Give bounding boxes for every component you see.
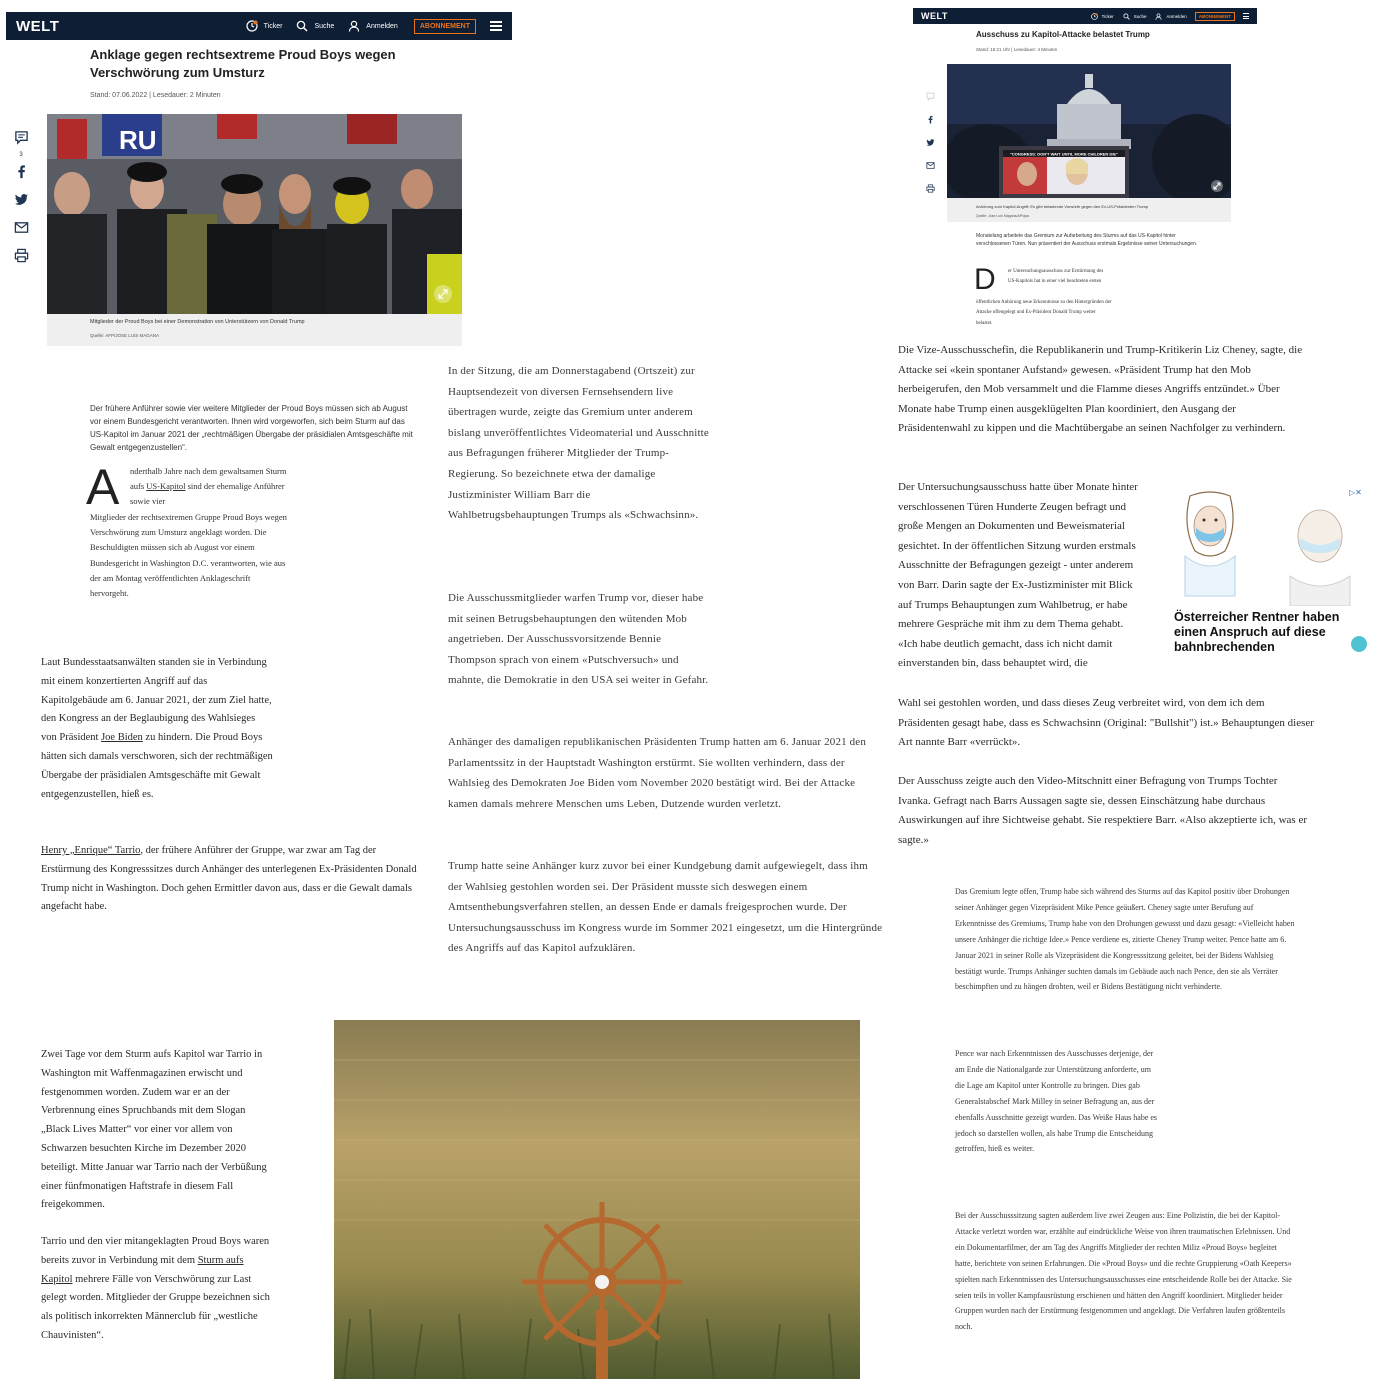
article-paragraph: In der Sitzung, die am Donnerstagabend (Ortszeit) zur Hauptsendezeit von diversen Fernsehsendern live übertragen wurde, zeigte das Gremium unter anderem bislang unveröffentlichtes Videomaterial und Ausschnitte aus Befragungen früherer Mitglieder der Trump-Regierung. So bezeichnete etwa der damalige Justizminister William Barr die Wahlbetrugsbehauptungen Trumps als «Schwachsinn».: [448, 365, 709, 522]
article-photo-capitol[interactable]: [947, 64, 1231, 222]
capitol-photo-illustration: [947, 64, 1231, 222]
article-paragraph: Zwei Tage vor dem Sturm aufs Kapitol war Tarrio in Washington mit Waffenmagazinen erwischt und festgenommen worden. Zudem war er an der Verbrennung eines Spruchbands mit dem Slogan „Black Lives Matter“ vor einer vor allem von Schwarzen besuchten Kirche im Dezember 2020 beteiligt. Mitte Januar war Tarrio nach der Verbüßung einer fünfmonatigen Haftstrafe in diesem Fall freigekommen.: [41, 1049, 267, 1211]
article-body-start: [130, 464, 288, 510]
login-link[interactable]: [1155, 13, 1186, 20]
search-link[interactable]: [296, 20, 334, 32]
article-lead: Der frühere Anführer sowie vier weitere Mitglieder der Proud Boys müssen sich ab August vor einem Bundesgericht verantworten. Ihnen wird vorgeworfen, sich beim Sturm auf das US-Kapitol im Januar 2021 der „rechtmäßigen Übergabe der präsidialen Amtsgeschäfte mit Gewalt entgegenzustellen“.: [90, 404, 413, 452]
twitter-share-button[interactable]: [14, 192, 29, 212]
body-text: sind der ehemalige Anführer sowie vier: [130, 481, 285, 507]
comment-icon: [926, 92, 935, 101]
welt-logo[interactable]: WELT: [921, 11, 948, 21]
body-text: zu hindern. Die Proud Boys hätten sich damals verschworen, sich der rechtmäßigen Übergabe der präsidialen Amtsgeschäfte mit Gewalt entgegenzustellen, hieß es.: [41, 732, 273, 800]
comment-count: 3: [19, 152, 23, 158]
body-text: Laut Bundesstaatsanwälten standen sie in Verbindung mit einem konzertierten Angriff auf das Kapitolgebäude am 6. Januar 2021, der zum Ziel hatte, den Kongress an der Beglaubigung des Wahlsieges von Präsident: [41, 657, 272, 744]
twitter-share-button[interactable]: [926, 134, 935, 152]
comment-button[interactable]: [926, 88, 935, 106]
login-label: Anmelden: [1166, 13, 1187, 19]
print-icon: [14, 248, 29, 263]
ticker-icon: [246, 20, 258, 32]
article-title: Anklage gegen rechtsextreme Proud Boys wegen Verschwörung zum Umsturz: [90, 47, 396, 80]
comment-button[interactable]: [14, 130, 29, 150]
user-icon: [1155, 13, 1162, 20]
article-photo-proud-boys[interactable]: [47, 114, 462, 346]
ticker-link[interactable]: [246, 20, 283, 32]
email-share-button[interactable]: [14, 220, 29, 240]
drop-cap: D: [974, 263, 996, 296]
search-icon: [296, 20, 308, 32]
wheat-field-image: [334, 1020, 860, 1379]
login-label: Anmelden: [366, 22, 398, 30]
photo-credit: Quelle: Jose Luis Magana/AP/dpa: [976, 214, 1029, 218]
article-title: Ausschuss zu Kapitol-Attacke belastet Trump: [976, 30, 1150, 39]
menu-icon[interactable]: [490, 21, 502, 31]
article-body-start: er Untersuchungsausschuss zur Erstürmung des US-Kapitols hat in einer viel beachteten ersten: [1008, 269, 1104, 285]
svg-text:RU: RU: [119, 125, 157, 155]
article-body-paragraph: Mitglieder der rechtsextremen Gruppe Proud Boys wegen Verschwörung zum Umsturz angeklagt worden. Die Beschuldigten müssen sich ab August vor einem Bundesgericht in Washington D.C. verantworten, wie aus der am Montag veröffentlichten Anklageschrift hervorgeht.: [90, 512, 287, 599]
search-label: Suche: [1133, 13, 1147, 19]
ad-close-icon[interactable]: ▷✕: [1349, 488, 1362, 497]
mail-icon: [926, 161, 935, 170]
print-icon: [926, 184, 935, 193]
article-paragraph: Die Vize-Ausschusschefin, die Republikanerin und Trump-Kritikerin Liz Cheney, sagte, die Attacke sei «kein spontaner Aufstand» gewesen. «Präsident Trump hat den Mob herbeigerufen, den Mob versammelt und die Flamme dieses Angriffs entzündet.» Über Monate habe Trump einen ausgeklügelten Plan koordiniert, den Ausgang der Präsidentenwahl zu kippen und die Machtübergabe an seinen Nachfolger zu verhindern.: [898, 344, 1303, 435]
subscribe-button[interactable]: ABONNEMENT: [1195, 12, 1235, 21]
welt-logo[interactable]: WELT: [16, 17, 60, 35]
body-text: , der frühere Anführer der Gruppe, war zwar am Tag der Erstürmung des Kongresssitzes durch Anhänger des unterlegenen Ex-Präsidenten Donald Trump nicht in Washington. Doch gehen Ermittler davon aus, dass er die Gewalt damals angefacht habe.: [41, 845, 417, 913]
article-paragraph: Die Ausschussmitglieder warfen Trump vor, dieser habe mit seinen Betrugsbehauptungen den wütenden Mob angetrieben. Der Ausschussvorsitzende Bennie Thompson sprach von einem «Putschversuch» und mahnte, die Demokratie in den USA sei weiter in Gefahr.: [448, 592, 709, 687]
menu-icon[interactable]: [1243, 13, 1249, 19]
ticker-label: Ticker: [263, 22, 283, 30]
crowd-photo-illustration: [47, 114, 462, 346]
header-bar-left: [6, 12, 512, 40]
header-bar-right: [913, 8, 1257, 24]
article-paragraph: Bei der Ausschusssitzung sagten außerdem live zwei Zeugen aus: Eine Polizistin, die bei der Kapitol-Attacke verletzt worden war, erzählte auf eindrückliche Weise von ihren traumatischen Erlebnissen. Und ein Dokumentarfilmer, der am Tag des Angriffs Mitglieder der rechten Miliz «Proud Boys» begleitet hatte, berichtete von seinen Erfahrungen. Die «Proud Boys» und die rechte Gruppierung «Oath Keepers» spielten nach Erkenntnissen des Untersuchungsausschusses eine entscheidende Rolle bei der Attacke. Sie seien teils in voller Kampfausrüstung erschienen und hätten den Angriff koordiniert. Mitglieder beider Gruppen wurden nach der Erstürmung festgenommen und angeklagt. Die Verfahren laufen größtenteils noch.: [955, 1211, 1292, 1332]
article-paragraph: Der Ausschuss zeigte auch den Video-Mitschnitt einer Befragung von Trumps Tochter Ivanka. Gefragt nach Barrs Aussagen sagte sie, dessen Einschätzung habe durchaus Auswirkungen auf ihre Sichtweise gehabt. Sie respektiere Barr. «Also akzeptierte ich, was er sagte.»: [898, 775, 1308, 846]
twitter-icon: [14, 192, 29, 207]
photo-banner: "CONGRESS: DON'T WAIT UNTIL MORE CHILDREN DIE": [1009, 151, 1119, 157]
print-button[interactable]: [926, 180, 935, 198]
drop-cap: A: [86, 459, 120, 515]
search-link[interactable]: [1123, 13, 1147, 20]
ad-info-icon[interactable]: [1351, 636, 1367, 652]
search-icon: [1123, 13, 1130, 20]
article-body-paragraph: öffentlichen Anhörung neue Erkenntnisse zu den Hintergründen der Attacke offengelegt und Ex-Präsident Donald Trump weiter belastet.: [976, 300, 1112, 326]
article-paragraph: [41, 654, 273, 804]
article-paragraph: Trump hatte seine Anhänger kurz zuvor bei einer Kundgebung damit aufgewiegelt, dass ihm der Wahlsieg gestohlen worden sei. Der Präsident musste sich deswegen einem Amtsenthebungsverfahren stellen, an dessen Ende er damals freigesprochen wurde. Der Untersuchungsausschuss im Kongress wurde im Sommer 2021 eingesetzt, um die Hintergründe des Angriffs auf das Kapitol aufzuklären.: [448, 860, 883, 955]
article-meta: Stand: 15:21 Uhr | Lesedauer: 4 Minuten: [976, 47, 1058, 52]
body-text: Tarrio und den vier mitangeklagten Proud Boys waren bereits zuvor in Verbindung mit dem: [41, 1236, 270, 1266]
search-label: Suche: [314, 22, 335, 30]
article-paragraph: Wahl sei gestohlen worden, und dass dieses Zeug verbreitet wird, von dem ich dem Präsidenten gesagt habe, dass es Schwachsinn (Original: "Bullshit") ist.» Behauptungen dieser Art nannte Barr «verrückt».: [898, 697, 1314, 749]
article-paragraph: [41, 1233, 277, 1346]
body-text: nderthalb Jahre nach dem gewaltsamen Sturm aufs: [130, 466, 287, 492]
ad-image: [1170, 486, 1370, 606]
login-link[interactable]: [348, 20, 398, 32]
ship-wheel-illustration: [334, 1020, 860, 1379]
facebook-share-button[interactable]: [926, 111, 935, 129]
share-bar: [12, 130, 30, 276]
article-paragraph: Pence war nach Erkenntnissen des Ausschusses derjenige, der am Ende die Nationalgarde zur Unterstützung anforderte, um die Lage am Kapitol unter Kontrolle zu bringen. Dies gab Generalstabschef Mark Milley in seiner Befragung an, aus der ebenfalls Ausschnitte gezeigt wurden. Das Weiße Haus habe es jedoch so darstellen wollen, als habe Trump die Entscheidung getroffen, hieß es weiter.: [955, 1049, 1158, 1154]
twitter-icon: [926, 138, 935, 147]
link-joe-biden[interactable]: Joe Biden: [101, 732, 143, 744]
facebook-icon: [14, 164, 29, 179]
mail-icon: [14, 220, 29, 235]
body-text: mehrere Fälle von Verschwörung zur Last gelegt worden. Mitglieder der Gruppe bezeichnen sich als politisch inkorrekten Männerclub für „westliche Chauvinisten“.: [41, 1273, 270, 1341]
facebook-share-button[interactable]: [14, 164, 29, 184]
article-paragraph: Der Untersuchungsausschuss hatte über Monate hinter verschlossenen Türen Hunderte Zeugen befragt und große Mengen an Dokumenten und Beweismaterial gesichtet. In der öffentlichen Sitzung wurden erstmals Ausschnitte der Befragungen gezeigt - unter anderem von Barr. Darin sagte der Ex-Justizminister mit Blick auf Trumps Behauptungen zum Wahlbetrug, er habe mehrere Gespräche mit ihm zu dem Thema gehabt. «Ich habe deutlich gemacht, dass ich nicht damit einverstanden bin, dass behauptet wird, die: [898, 481, 1138, 670]
comment-icon: [14, 130, 29, 145]
article-teaser: Monatelang arbeitete das Gremium zur Aufarbeitung des Sturms auf das US-Kapitol hinter verschlossenen Türen. Nun präsentiert der Ausschuss erstmals Ergebnisse seiner Untersuchungen.: [976, 233, 1198, 247]
article-meta: Stand: 07.06.2022 | Lesedauer: 2 Minuten: [90, 92, 221, 99]
article-paragraph: Anhänger des damaligen republikanischen Präsidenten Trump hatten am 6. Januar 2021 den Parlamentssitz in der Hauptstadt Washington erstürmt. Sie wollten verhindern, dass der Wahlsieg des Demokraten Joe Biden vom November 2020 bestätigt wird. Bei der Attacke kamen damals mehrere Menschen ums Leben, Dutzende wurden verletzt.: [448, 736, 866, 810]
link-us-kapitol[interactable]: US-Kapitol: [146, 481, 186, 492]
subscribe-button[interactable]: ABONNEMENT: [414, 19, 476, 34]
photo-caption: Mitglieder der Proud Boys bei einer Demonstration von Unterstützern von Donald Trump: [90, 319, 305, 325]
link-sturm-aufs-kapitol[interactable]: Sturm aufs Kapitol: [41, 1254, 244, 1285]
ticker-link[interactable]: [1091, 13, 1114, 20]
article-paragraph: Das Gremium legte offen, Trump habe sich während des Sturms auf das Kapitol positiv über Drohungen seiner Anhänger gegen Vizepräsident Mike Pence geäußert. Cheney sagte unter Berufung auf Erkenntnisse des Gremiums, Trump habe von den Drohungen gewusst und dazu gesagt: «Vielleicht haben unsere Anhänger die richtige Idee.» Pence verdiene es, zitierte Cheney Trump weiter. Pence hatte am 6. Januar 2021 in seiner Rolle als Vizepräsident die Kongresssitzung geleitet, bei der Bidens Wahlsieg bestätigt wurde. Trumps Anhänger suchten damals im Gebäude auch nach Pence, den sie als Verräter beschimpften und zu hängen drohten, weil er Bidens Bestätigung nicht verhinderte.: [955, 887, 1295, 992]
photo-caption: Anhörung zum Kapitol-Angriff: Es gibt belastende Vorwürfe gegen den Ex-US-Präsidenten Trump: [976, 204, 1149, 209]
link-henry-tarrio[interactable]: Henry „Enrique“ Tarrio: [41, 845, 141, 856]
ticker-label: Ticker: [1101, 13, 1114, 19]
ad-headline[interactable]: Österreicher Rentner haben einen Anspruch auf diese bahnbrechenden: [1174, 610, 1340, 654]
share-bar: [924, 88, 936, 203]
article-paragraph: [41, 842, 427, 917]
print-button[interactable]: [14, 248, 29, 268]
ticker-icon: [1091, 13, 1098, 20]
user-icon: [348, 20, 360, 32]
facebook-icon: [926, 115, 935, 124]
photo-credit: Quelle: AFP/JOSE LUIS MAGANA: [90, 333, 160, 338]
email-share-button[interactable]: [926, 157, 935, 175]
